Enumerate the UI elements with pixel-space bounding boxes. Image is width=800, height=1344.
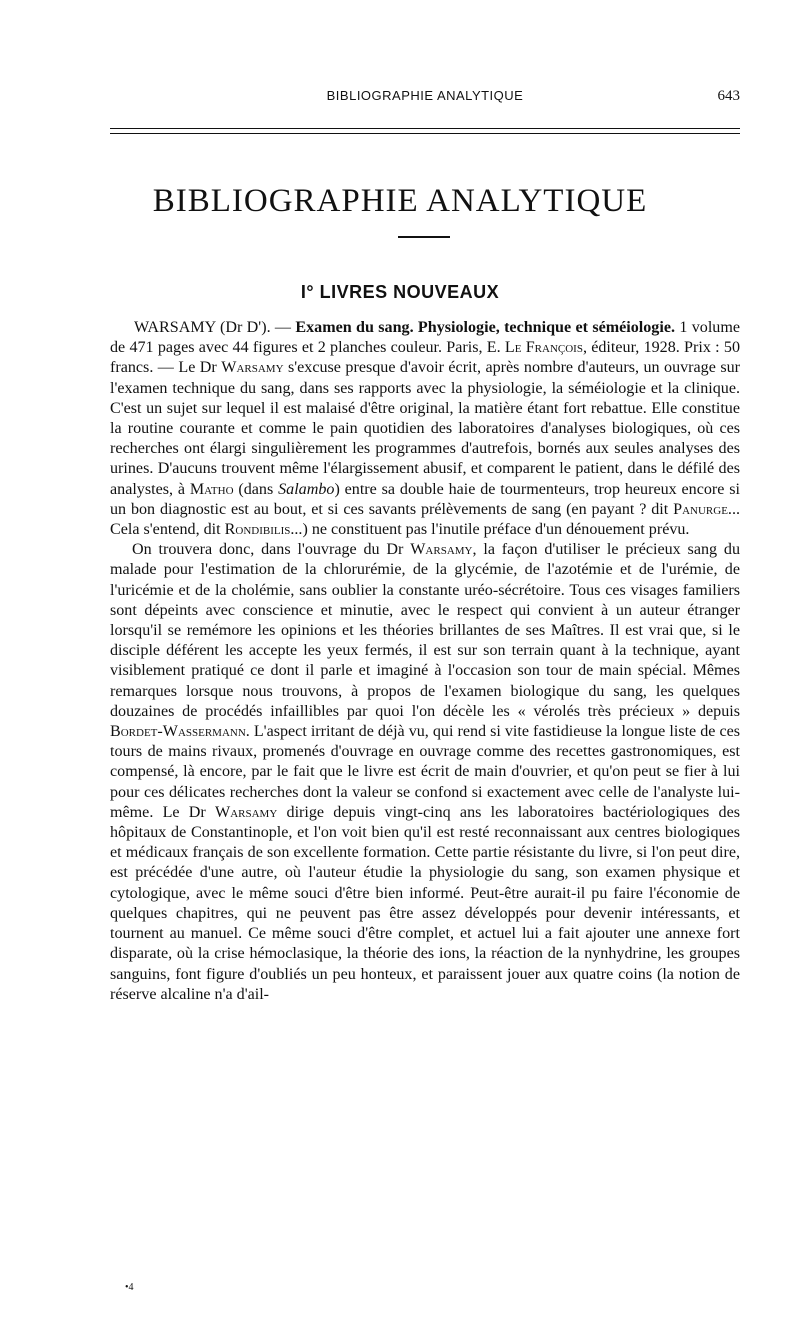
footer-mark: •4 [125, 1282, 134, 1293]
review-author: WARSAMY (Dr D'). [134, 319, 271, 336]
review-paragraph-1: WARSAMY (Dr D'). — Examen du sang. Physiologie, technique et séméiologie. 1 volume de 471 pages avec 44 figures et 2 planches couleur. Paris, E. Le François, éditeur, 1928. Prix : 50 francs. — Le Dr Warsamy s'excuse presque d'avoir écrit, après nombre d'auteurs, un ouvrage sur l'examen technique du sang, dans ses rapports avec la physiologie, la séméiologie et la clinique. C'est un sujet sur lequel il est malaisé d'être original, la matière étant fort rebattue. Elle constitue la routine courante et comme le pain quotidien des laboratoires d'analyses biologiques, où ces recherches ont élargi singulièrement les programmes d'autrefois, bornés aux seules analyses des urines. D'aucuns trouvent même l'élargissement abusif, et comparent le patient, dans le défilé des analystes, à Matho (dans Salambo) entre sa double haie de tourmenteurs, trop heureux encore si un bon diagnostic est au bout, et si ces savants prélèvements de sang (en payant ? dit Panurge... Cela s'entend, dit Rondibilis...) ne constituent pas l'inutile préface d'un dénouement prévu. [110, 319, 741, 539]
title-divider [398, 236, 450, 238]
running-header [110, 88, 740, 110]
section-heading: I° LIVRES NOUVEAUX [300, 282, 500, 302]
header-rule-bottom [110, 133, 740, 134]
page-number: 643 [717, 88, 740, 104]
review-body [110, 318, 740, 1005]
header-rule-top [110, 128, 740, 129]
page-title: BIBLIOGRAPHIE ANALYTIQUE [152, 183, 648, 219]
review-paragraph-2: On trouvera donc, dans l'ouvrage du Dr Warsamy, la façon d'utiliser le précieux sang du malade pour l'estimation de la chlorurémie, de la glycémie, de l'azotémie et de l'urémie, de l'uricémie et de la cholémie, sans oublier la constante uréo-sécrétoire. Tous ces visages familiers sont dépeints avec conscience et minutie, avec le respect qui convient à un auteur étranger lorsqu'il se remémore les opinions et les théories brillantes de ses Maîtres. Il est vrai que, si le disciple déférent les accepte les yeux fermés, il est sur son terrain quant à la technique, ayant visiblement pratiqué ce dont il parle et imaginé à l'occasion son tour de main spécial. Mêmes remarques lorsque nous trouvons, à propos de l'examen biologique du sang, les quelques douzaines de procédés infaillibles par quoi l'on décèle les « vérolés très précieux » depuis Bordet-Wassermann. L'aspect irritant de déjà vu, qui rend si vite fastidieuse la longue liste de ces tours de mains rivaux, promenés d'ouvrage en ouvrage comme des recettes gastronomiques, est compensé, là encore, par le fait que le livre est écrit de main d'ouvrier, et qu'on peut se fier à lui pour ces délicates recherches dont la valeur se confond si exactement avec celle de l'analyste lui-même. Le Dr Warsamy dirige depuis vingt-cinq ans les laboratoires bactériologiques des hôpitaux de Constantinople, et l'on voit bien qu'il est resté reconnaissant aux centres biologiques et médicaux français de son excellente formation. Cette partie résistante du livre, si l'on peut dire, est précédée d'une autre, où l'auteur étudie la physiologie du sang, son examen physique et cytologique, avec le même souci d'être bien informé. Peut-être aurait-il pu faire l'économie de quelques chapitres, qui ne peuvent pas être assez développés pour devenir intéressants, et tournent au manuel. Ce même souci d'être complet, et actuel lui a fait ajouter une annexe fort disparate, où la crise hémoclasique, la théorie des ions, la réaction de la nynhydrine, les groupes sanguins, font figure d'oubliés un peu honteux, et paraissent jouer aux quatre coins (la notion de réserve alcaline n'a d'ail- [110, 541, 740, 1003]
book-title: Examen du sang. Physiologie, technique et séméiologie. [295, 319, 675, 336]
running-title: BIBLIOGRAPHIE ANALYTIQUE [326, 88, 524, 103]
publisher-name: Le François [504, 339, 583, 357]
